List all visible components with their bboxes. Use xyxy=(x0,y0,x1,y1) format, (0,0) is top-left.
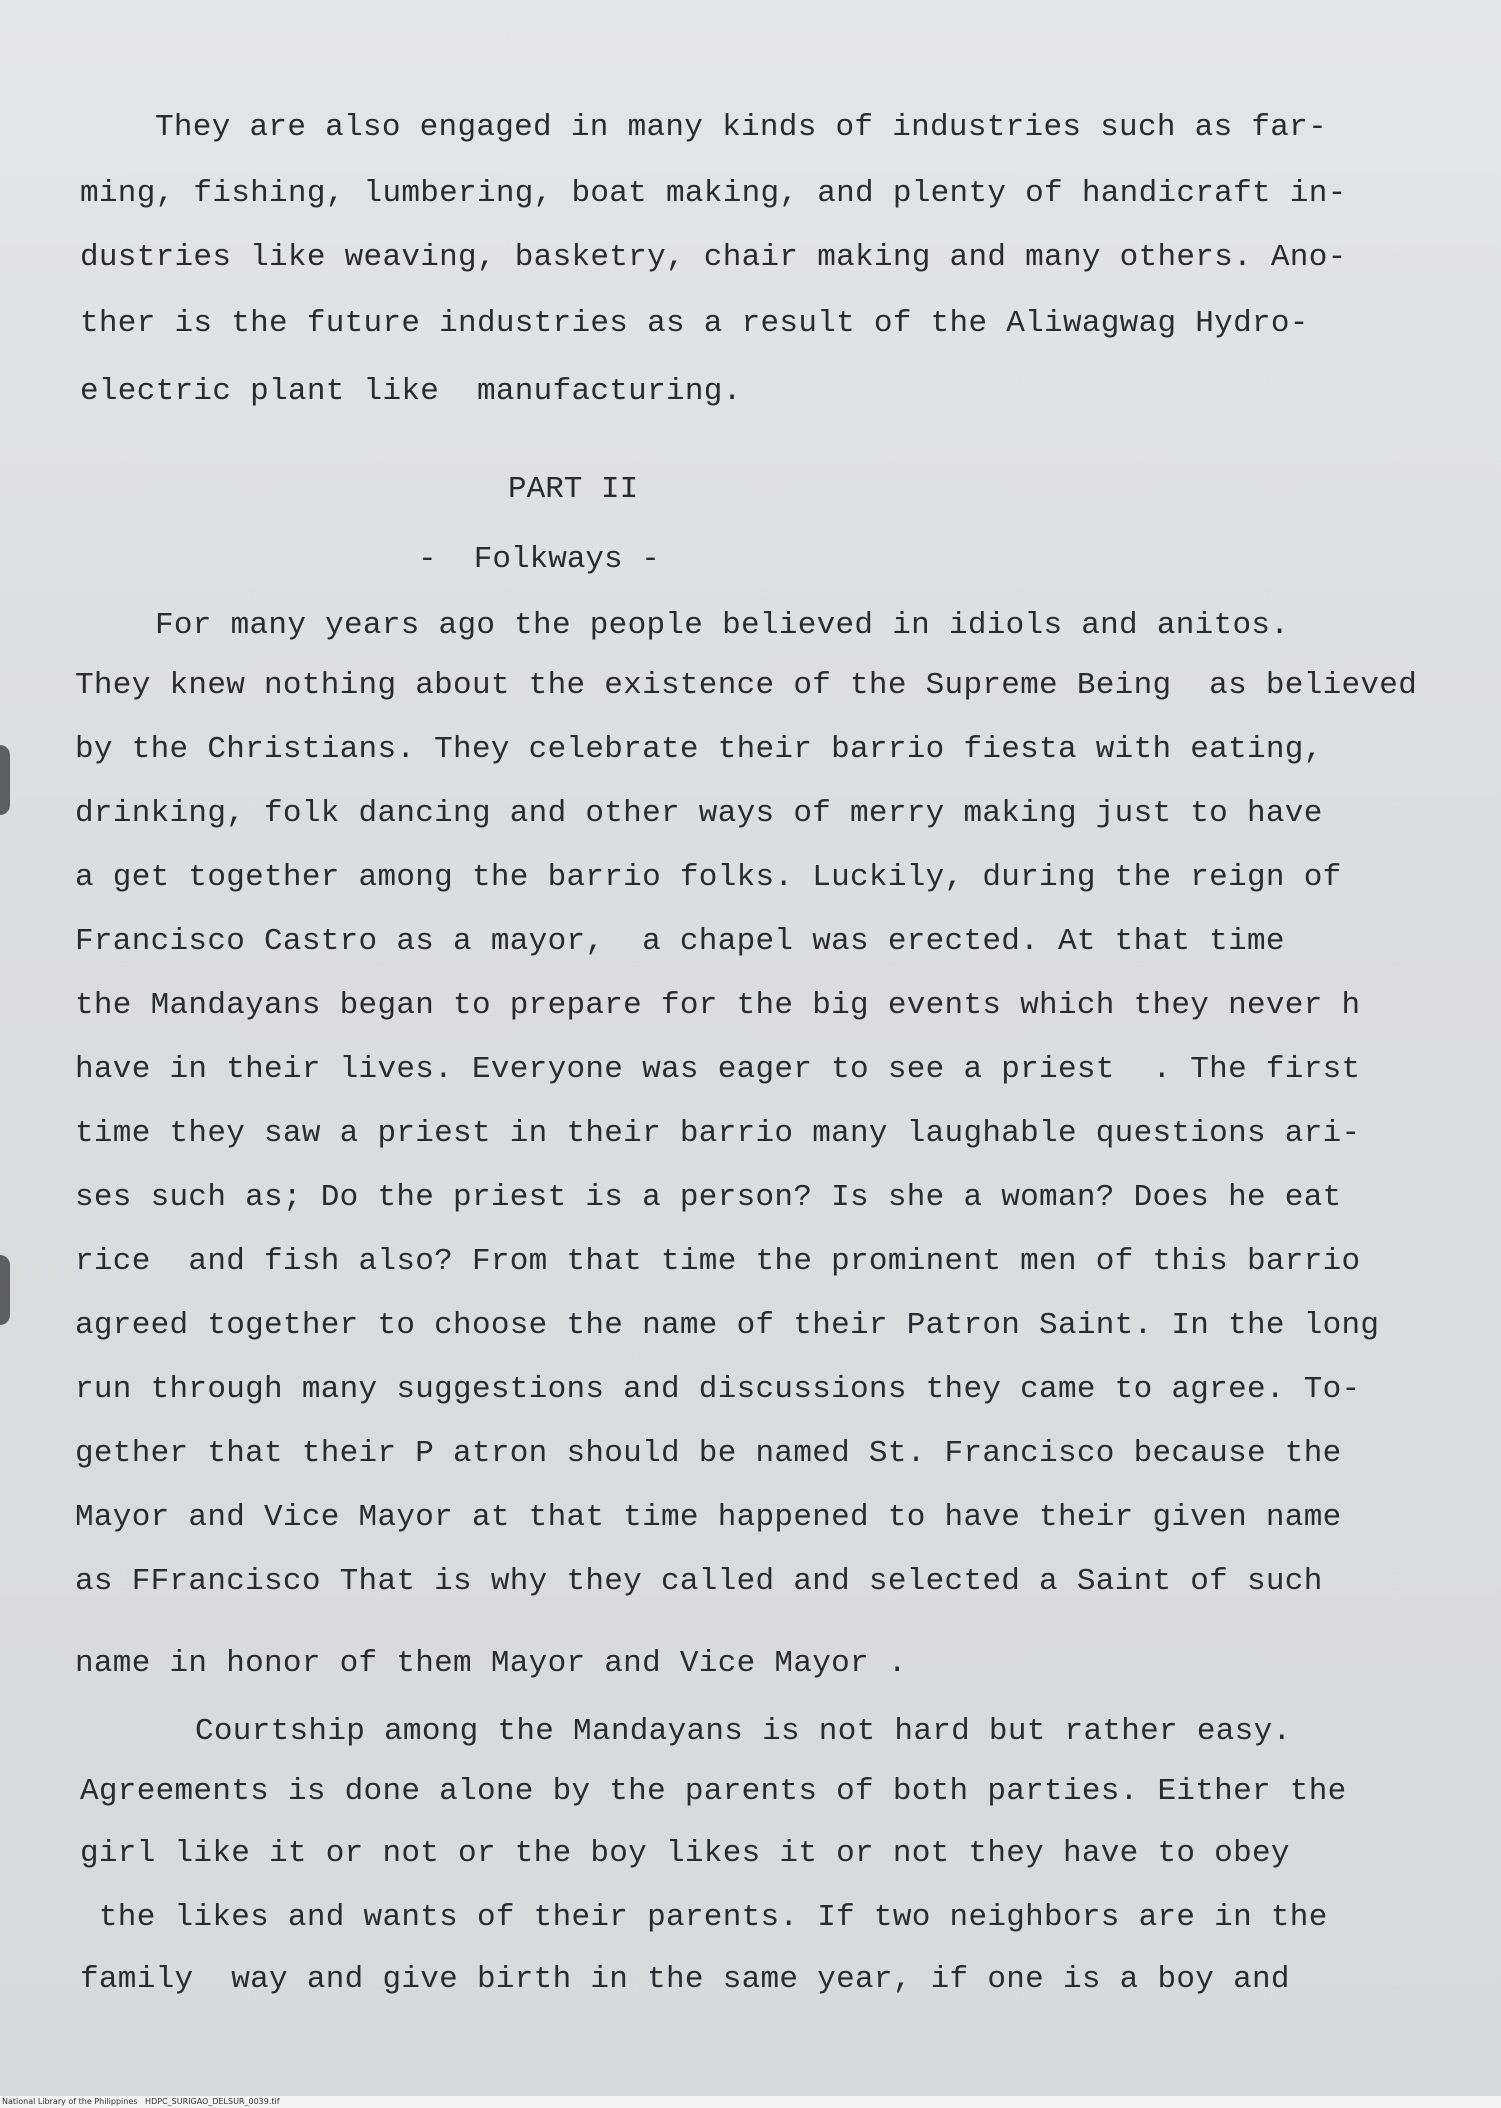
text-line: by the Christians. They celebrate their barrio fiesta with eating, xyxy=(75,732,1323,767)
text-line: drinking, folk dancing and other ways of merry making just to have xyxy=(75,796,1323,831)
page-edge-shadow xyxy=(0,1255,10,1325)
text-line: electric plant like manufacturing. xyxy=(80,374,742,409)
text-line: Courtship among the Mandayans is not hard but rather easy. xyxy=(195,1714,1292,1749)
text-line: Agreements is done alone by the parents of both parties. Either the xyxy=(80,1774,1347,1809)
text-line: dustries like weaving, basketry, chair making and many others. Ano- xyxy=(80,240,1347,275)
text-line: a get together among the barrio folks. Luckily, during the reign of xyxy=(75,860,1342,895)
footer-caption: National Library of the Philippines HDPC_SURIGAO_DELSUR_0039.tif xyxy=(2,2097,280,2106)
text-line: the likes and wants of their parents. If two neighbors are in the xyxy=(80,1900,1328,1935)
text-line: ming, fishing, lumbering, boat making, and plenty of handicraft in- xyxy=(80,176,1347,211)
section-title: - Folkways - xyxy=(418,542,660,577)
text-line: time they saw a priest in their barrio many laughable questions ari- xyxy=(75,1116,1361,1151)
text-line: rice and fish also? From that time the prominent men of this barrio xyxy=(75,1244,1361,1279)
text-line: girl like it or not or the boy likes it or not they have to obey xyxy=(80,1836,1290,1871)
text-line: gether that their P atron should be named St. Francisco because the xyxy=(75,1436,1342,1471)
text-line: as FFrancisco That is why they called and selected a Saint of such xyxy=(75,1564,1323,1599)
text-line: They knew nothing about the existence of the Supreme Being as believed xyxy=(75,668,1418,703)
part-title: PART II xyxy=(508,472,639,507)
text-line: They are also engaged in many kinds of industries such as far- xyxy=(155,110,1327,145)
text-line: Mayor and Vice Mayor at that time happened to have their given name xyxy=(75,1500,1342,1535)
text-line: ther is the future industries as a result of the Aliwagwag Hydro- xyxy=(80,306,1309,341)
text-line: the Mandayans began to prepare for the big events which they never h xyxy=(75,988,1361,1023)
text-line: name in honor of them Mayor and Vice Mayor . xyxy=(75,1646,907,1681)
text-line: have in their lives. Everyone was eager to see a priest . The first xyxy=(75,1052,1361,1087)
text-line: family way and give birth in the same year, if one is a boy and xyxy=(80,1962,1290,1997)
text-line: ses such as; Do the priest is a person? Is she a woman? Does he eat xyxy=(75,1180,1342,1215)
text-line: agreed together to choose the name of their Patron Saint. In the long xyxy=(75,1308,1380,1343)
text-line: Francisco Castro as a mayor, a chapel was erected. At that time xyxy=(75,924,1285,959)
text-line: For many years ago the people believed in idiols and anitos. xyxy=(155,608,1290,643)
text-line: run through many suggestions and discussions they came to agree. To- xyxy=(75,1372,1361,1407)
page-edge-shadow xyxy=(0,745,10,815)
